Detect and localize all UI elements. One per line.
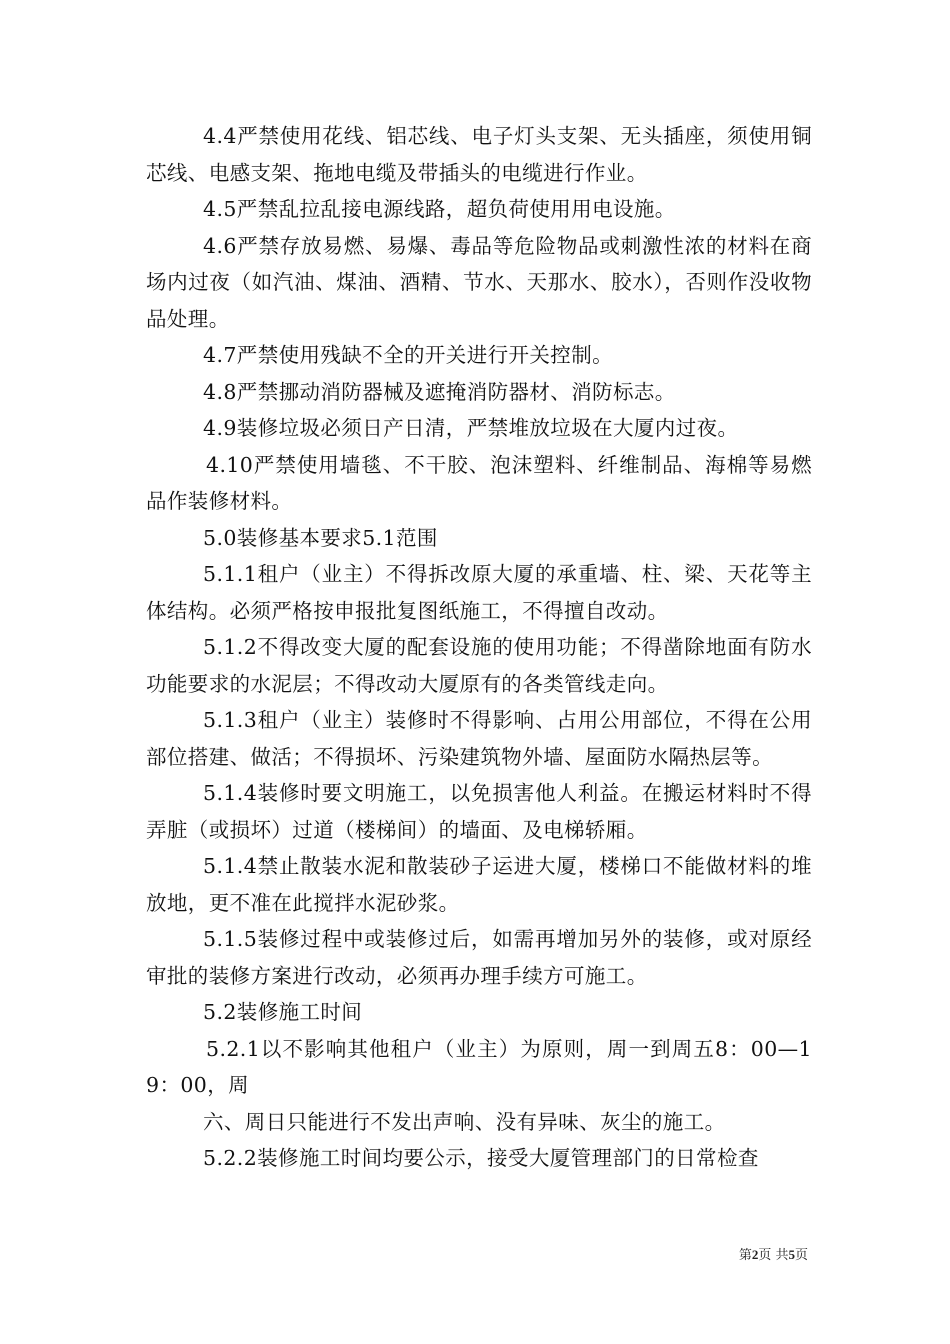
paragraph-5-1-1: 5.1.1租户（业主）不得拆改原大厦的承重墙、柱、梁、天花等主体结构。必须严格按申报批复图纸施工，不得擅自改动。 xyxy=(146,562,812,623)
paragraph-4-5: 4.5严禁乱拉乱接电源线路，超负荷使用用电设施。 xyxy=(203,197,676,221)
paragraph-4-10: 4.10严禁使用墙毯、不干胶、泡沫塑料、纤维制品、海棉等易燃品作装修材料。 xyxy=(146,452,812,513)
paragraph-5-2-2: 5.2.2装修施工时间均要公示，接受大厦管理部门的日常检查 xyxy=(203,1146,759,1170)
paragraph-4-7: 4.7严禁使用残缺不全的开关进行开关控制。 xyxy=(203,343,614,367)
paragraph-5-1-4-b: 5.1.4禁止散装水泥和散装砂子运进大厦，楼梯口不能做材料的堆放地，更不准在此搅拌水泥砂浆。 xyxy=(146,854,812,915)
footer-current-page: 2 xyxy=(751,1247,759,1262)
paragraph-4-4: 4.4严禁使用花线、铝芯线、电子灯头支架、无头插座，须使用铜芯线、电感支架、拖地电缆及带插头的电缆进行作业。 xyxy=(146,124,812,185)
footer-suffix: 页 xyxy=(794,1248,808,1263)
footer-middle: 页 共 xyxy=(758,1248,789,1263)
paragraph-weekend-rule: 六、周日只能进行不发出声响、没有异味、灰尘的施工。 xyxy=(203,1109,726,1134)
document-body xyxy=(146,118,812,1177)
paragraph-5-1-3: 5.1.3租户（业主）装修时不得影响、占用公用部位，不得在公用部位搭建、做活；不得损坏、污染建筑物外墙、屋面防水隔热层等。 xyxy=(146,708,812,769)
section-heading-5-2: 5.2装修施工时间 xyxy=(203,1000,363,1024)
paragraph-4-8: 4.8严禁挪动消防器械及遮掩消防器材、消防标志。 xyxy=(203,379,676,404)
page-footer xyxy=(739,1246,808,1265)
footer-total-pages: 5 xyxy=(788,1247,795,1262)
paragraph-5-1-5: 5.1.5装修过程中或装修过后，如需再增加另外的装修，或对原经审批的装修方案进行改动，必须再办理手续方可施工。 xyxy=(146,927,812,988)
paragraph-4-6: 4.6严禁存放易燃、易爆、毒品等危险物品或刺激性浓的材料在商场内过夜（如汽油、煤油、酒精、节水、天那水、胶水），否则作没收物品处理。 xyxy=(146,233,812,331)
paragraph-4-9: 4.9装修垃圾必须日产日清，严禁堆放垃圾在大厦内过夜。 xyxy=(203,416,739,440)
paragraph-5-1-2: 5.1.2不得改变大厦的配套设施的使用功能；不得凿除地面有防水功能要求的水泥层；不得改动大厦原有的各类管线走向。 xyxy=(146,635,812,696)
paragraph-5-2-1: 5.2.1以不影响其他租户（业主）为原则，周一到周五8：00—19：00，周 xyxy=(146,1036,812,1097)
section-heading-5-0: 5.0装修基本要求5.1范围 xyxy=(203,525,438,550)
paragraph-5-1-4-a: 5.1.4装修时要文明施工，以免损害他人利益。在搬运材料时不得弄脏（或损坏）过道（楼梯间）的墙面、及电梯轿厢。 xyxy=(146,781,812,842)
footer-prefix: 第 xyxy=(738,1248,752,1263)
